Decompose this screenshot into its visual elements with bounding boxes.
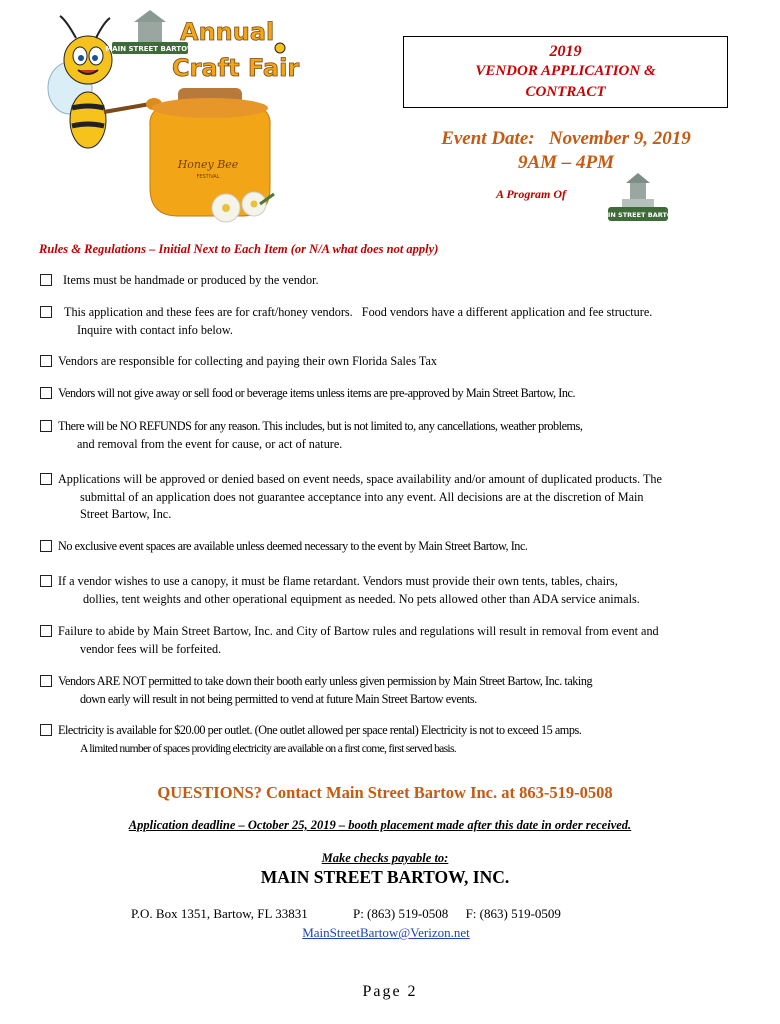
rule-checkbox[interactable] xyxy=(40,540,52,552)
rule-text: No exclusive event spaces are available unless deemed necessary to the event by Main Street Bartow, Inc. xyxy=(58,539,528,553)
rule-item xyxy=(40,385,575,403)
rule-text: Items must be handmade or produced by the vendor. xyxy=(63,273,319,287)
rule-checkbox[interactable] xyxy=(40,274,52,286)
annual-craft-fair-logo xyxy=(30,8,300,230)
rule-item xyxy=(40,573,640,608)
event-time: 9AM – 4PM xyxy=(517,152,615,173)
rule-text: Failure to abide by Main Street Bartow, Inc. and City of Bartow rules and regulations will result in removal from event and xyxy=(58,624,659,638)
rule-checkbox[interactable] xyxy=(40,575,52,587)
email-link[interactable]: MainStreetBartow@Verizon.net xyxy=(302,925,470,940)
rule-text: If a vendor wishes to use a canopy, it must be flame retardant. Vendors must provide their own tents, tables, chairs, xyxy=(58,574,618,588)
svg-text:FESTIVAL: FESTIVAL xyxy=(196,174,220,180)
honey-jar-icon xyxy=(150,88,274,222)
rule-item xyxy=(40,623,659,658)
rule-text: A limited number of spaces providing electricity are available on a first come, first served basis. xyxy=(80,741,456,755)
questions-contact: QUESTIONS? Contact Main Street Bartow Inc. at 863-519-0508 xyxy=(157,783,613,802)
rule-text: Electricity is available for $20.00 per outlet. (One outlet allowed per space rental) Electricity is not to exceed 15 amps. xyxy=(58,723,582,737)
rule-text: Vendors are responsible for collecting and paying their own Florida Sales Tax xyxy=(58,354,438,368)
rule-item xyxy=(40,272,319,290)
phone-number: P: (863) 519-0508 xyxy=(352,906,449,921)
main-street-bartow-logo xyxy=(596,171,680,227)
rule-text: and removal from the event for cause, or act of nature. xyxy=(77,436,343,451)
rule-text: Vendors ARE NOT permitted to take down their booth early unless given permission by Main Street Bartow, Inc. taking xyxy=(58,674,593,688)
svg-text:Honey Bee: Honey Bee xyxy=(177,158,239,171)
page-number: Page 2 xyxy=(362,983,418,1000)
rule-item xyxy=(40,304,652,339)
program-of-label: A Program Of xyxy=(496,187,567,201)
application-header-box xyxy=(403,36,728,108)
rule-item xyxy=(40,538,528,556)
svg-text:Craft Fair: Craft Fair xyxy=(172,54,300,82)
rule-checkbox[interactable] xyxy=(40,625,52,637)
fax-number: F: (863) 519-0509 xyxy=(465,906,561,921)
rule-text: This application and these fees are for craft/honey vendors. Food vendors have a different application and fee structure. xyxy=(64,305,653,319)
rule-checkbox[interactable] xyxy=(40,355,52,367)
application-title-line-2: CONTRACT xyxy=(525,84,606,100)
event-date: Event Date: November 9, 2019 xyxy=(441,128,691,149)
rule-text: Applications will be approved or denied based on event needs, space availability and/or amount of duplicated products. The xyxy=(58,472,662,486)
contact-line xyxy=(131,906,561,922)
rule-text: Vendors will not give away or sell food or beverage items unless items are pre-approved by Main Street Bartow, Inc. xyxy=(58,386,576,400)
rule-text: Inquire with contact info below. xyxy=(77,322,233,337)
rule-item xyxy=(40,418,582,453)
rule-item xyxy=(40,353,437,371)
application-deadline: Application deadline – October 25, 2019 – booth placement made after this date in order received. xyxy=(128,818,632,832)
rule-item xyxy=(40,722,581,757)
rule-text: submittal of an application does not guarantee acceptance into any event. All decisions are at the discretion of Main xyxy=(80,489,644,504)
mailing-address: P.O. Box 1351, Bartow, FL 33831 xyxy=(131,906,308,921)
rule-checkbox[interactable] xyxy=(40,724,52,736)
rule-checkbox[interactable] xyxy=(40,675,52,687)
rule-checkbox[interactable] xyxy=(40,420,52,432)
rule-text: There will be NO REFUNDS for any reason. This includes, but is not limited to, any cancellations, weather problems, xyxy=(58,419,583,433)
svg-text:Annual: Annual xyxy=(180,18,275,46)
rule-text: Street Bartow, Inc. xyxy=(80,507,172,521)
svg-text:MAIN STREET BARTOW: MAIN STREET BARTOW xyxy=(105,45,195,53)
application-title-line-1: VENDOR APPLICATION & xyxy=(475,63,656,79)
svg-text:MAIN STREET BARTOW: MAIN STREET BARTOW xyxy=(596,211,680,219)
rule-text: vendor fees will be forfeited. xyxy=(80,641,222,656)
organization-name: MAIN STREET BARTOW, INC. xyxy=(260,867,510,887)
rules-title: Rules & Regulations – Initial Next to Each Item (or N/A what does not apply) xyxy=(39,242,439,256)
rule-checkbox[interactable] xyxy=(40,473,52,485)
rule-item xyxy=(40,471,662,524)
rule-text: dollies, tent weights and other operational equipment as needed. No pets allowed other than ADA service animals. xyxy=(83,591,640,606)
rule-item xyxy=(40,673,592,708)
rule-checkbox[interactable] xyxy=(40,306,52,318)
application-year: 2019 xyxy=(549,43,582,60)
rule-text: down early will result in not being permitted to vend at future Main Street Bartow events. xyxy=(80,691,477,706)
checks-payable-label: Make checks payable to: xyxy=(321,851,449,865)
rule-checkbox[interactable] xyxy=(40,387,52,399)
